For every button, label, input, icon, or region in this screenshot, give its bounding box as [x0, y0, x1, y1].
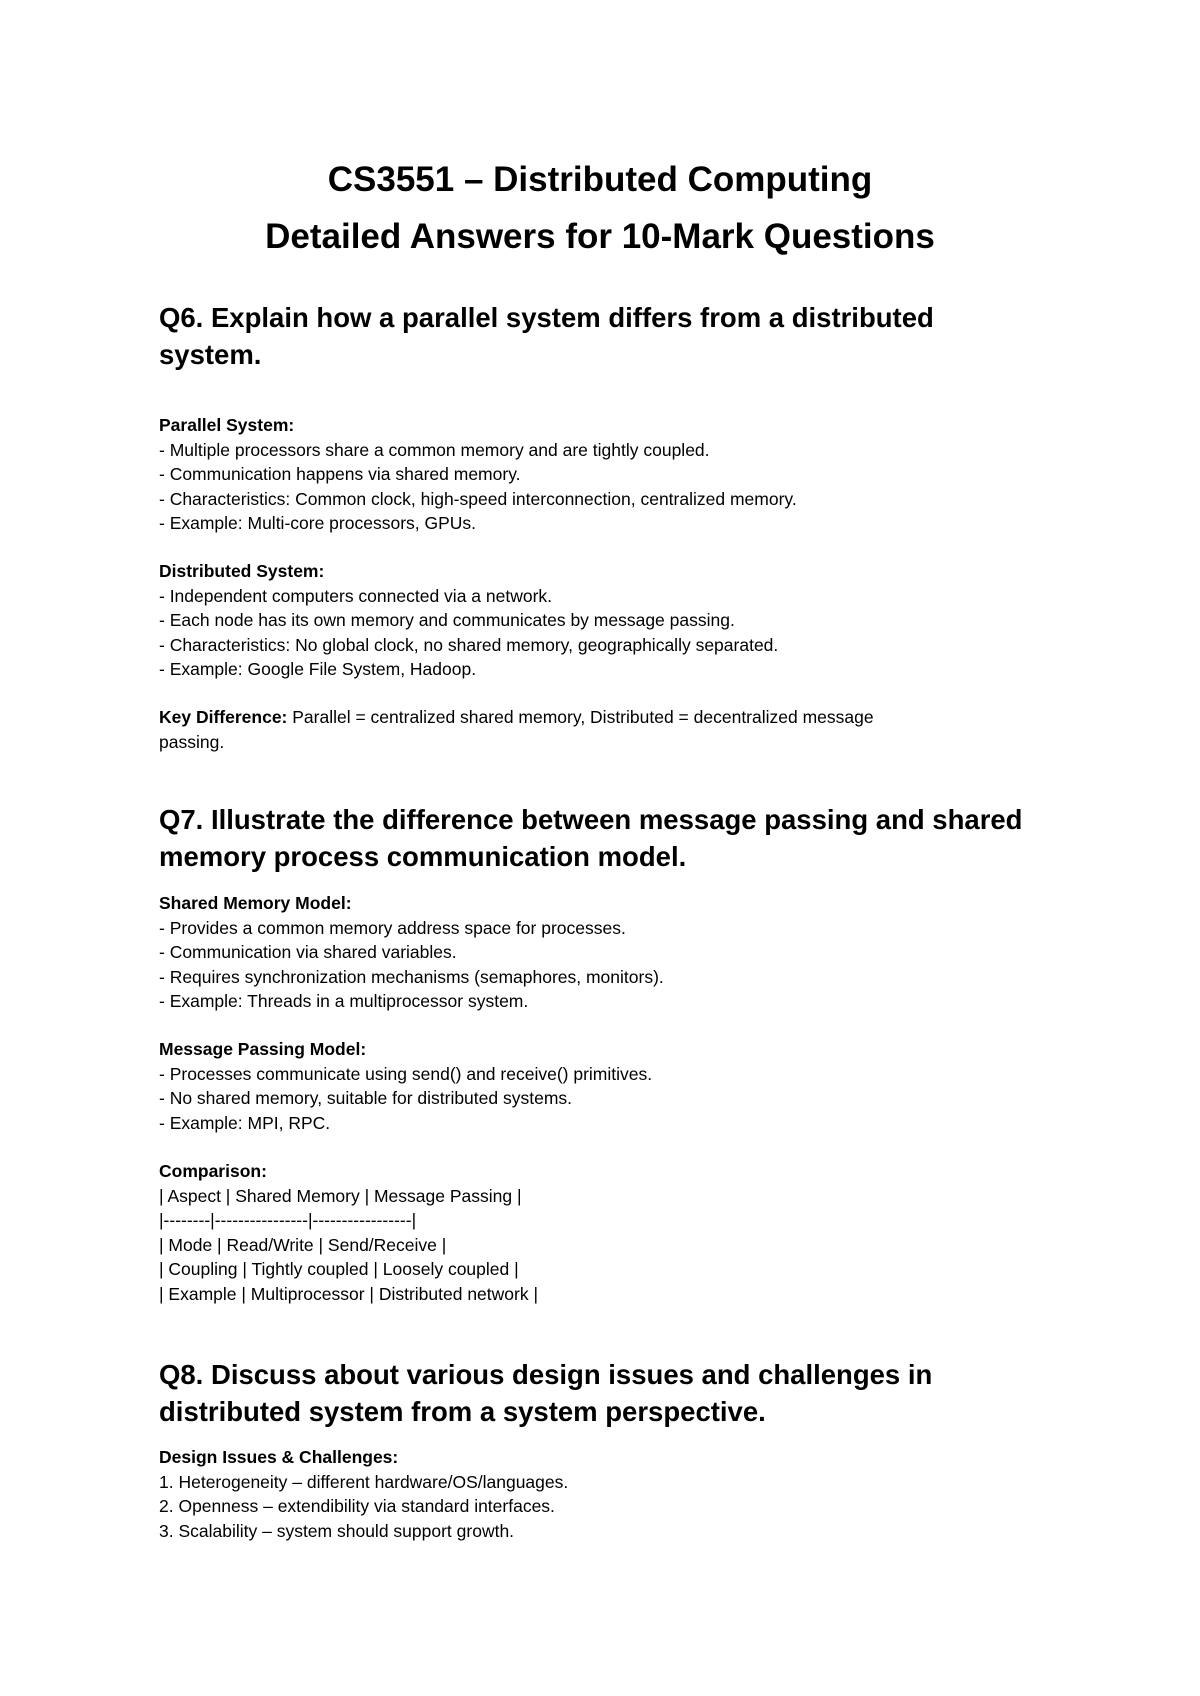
document-title: CS3551 – Distributed Computing	[327, 160, 873, 199]
list-item: - No shared memory, suitable for distributed systems.	[159, 1088, 573, 1108]
list-item: 1. Heterogeneity – different hardware/OS/languages.	[159, 1471, 569, 1492]
section-label: Design Issues & Challenges:	[159, 1447, 399, 1467]
list-item: - Communication via shared variables.	[159, 942, 457, 962]
key-difference-line	[159, 705, 1039, 730]
section-label: Key Difference:	[159, 707, 288, 727]
section-label: Message Passing Model:	[159, 1039, 367, 1059]
q7-comparison-section	[159, 1159, 1039, 1306]
section-label: Shared Memory Model:	[159, 893, 352, 913]
section-label: Distributed System:	[159, 561, 325, 581]
q7-heading	[159, 801, 1059, 875]
q7-heading-line: memory process communication model.	[159, 841, 687, 872]
table-row: | Example | Multiprocessor | Distributed network |	[159, 1283, 539, 1304]
q6-heading-line: Q6. Explain how a parallel system differs from a distributed	[159, 302, 934, 333]
list-item: - Example: MPI, RPC.	[159, 1112, 331, 1133]
q6-heading	[159, 299, 1059, 373]
section-label: Comparison:	[159, 1161, 267, 1181]
q8-heading-line: distributed system from a system perspective.	[159, 1396, 766, 1427]
q6-parallel-section	[159, 413, 1039, 536]
q7-heading-line: Q7. Illustrate the difference between message passing and shared	[159, 804, 1023, 835]
list-item: - Characteristics: No global clock, no shared memory, geographically separated.	[159, 634, 779, 655]
q8-design-section	[159, 1445, 1039, 1543]
table-row: | Aspect | Shared Memory | Message Passing |	[159, 1185, 522, 1206]
list-item: - Characteristics: Common clock, high-speed interconnection, centralized memory.	[159, 488, 797, 509]
list-item: - Processes communicate using send() and receive() primitives.	[159, 1063, 653, 1084]
list-item: - Example: Multi-core processors, GPUs.	[159, 513, 477, 533]
q6-heading-line: system.	[159, 339, 262, 370]
list-item: 3. Scalability – system should support growth.	[159, 1520, 515, 1541]
list-item: - Each node has its own memory and communicates by message passing.	[159, 610, 735, 630]
list-item: - Independent computers connected via a network.	[159, 585, 553, 606]
key-difference-text: passing.	[159, 731, 225, 752]
q7-message-passing-section	[159, 1037, 1039, 1135]
q7-shared-memory-section	[159, 891, 1039, 1014]
list-item: - Multiple processors share a common memory and are tightly coupled.	[159, 439, 710, 460]
q8-heading-line: Q8. Discuss about various design issues and challenges in	[159, 1359, 933, 1390]
list-item: - Example: Threads in a multiprocessor system.	[159, 991, 529, 1011]
document-subtitle: Detailed Answers for 10-Mark Questions	[265, 217, 935, 256]
list-item: - Communication happens via shared memory.	[159, 464, 521, 484]
key-difference-text: Parallel = centralized shared memory, Distributed = decentralized message	[287, 707, 874, 727]
q8-heading	[159, 1356, 1059, 1430]
list-item: - Provides a common memory address space for processes.	[159, 917, 626, 938]
table-row: | Mode | Read/Write | Send/Receive |	[159, 1234, 447, 1255]
q6-distributed-section	[159, 559, 1039, 682]
list-item: 2. Openness – extendibility via standard interfaces.	[159, 1496, 555, 1516]
table-row: |--------|----------------|-----------------|	[159, 1210, 417, 1230]
list-item: - Requires synchronization mechanisms (semaphores, monitors).	[159, 966, 664, 987]
table-row: | Coupling | Tightly coupled | Loosely coupled |	[159, 1259, 519, 1279]
q6-key-difference	[159, 705, 1039, 754]
list-item: - Example: Google File System, Hadoop.	[159, 659, 477, 679]
section-label: Parallel System:	[159, 415, 295, 435]
